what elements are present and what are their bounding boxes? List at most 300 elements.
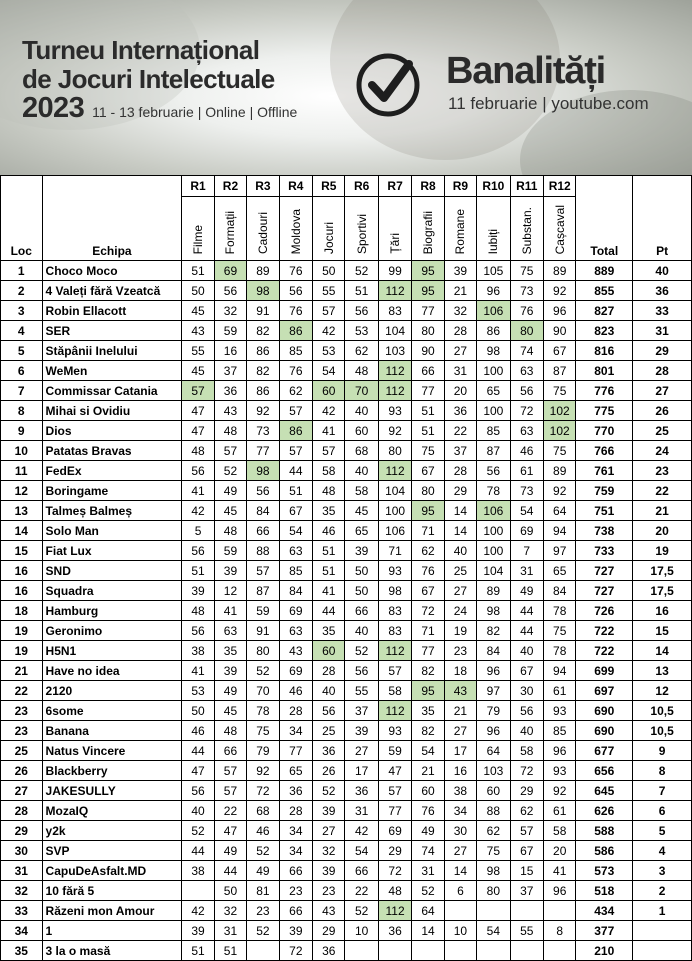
score-cell: 43 [313,901,345,921]
score-cell: 63 [279,541,312,561]
score-cell: 100 [477,521,510,541]
score-cell: 30 [444,821,476,841]
points-cell: 10,5 [633,721,692,741]
header-category [345,197,378,261]
score-cell: 52 [247,921,279,941]
score-cell [412,941,444,961]
score-cell: 39 [214,661,246,681]
score-cell: 16 [214,341,246,361]
score-cell: 92 [543,281,575,301]
banner [0,0,692,175]
score-cell: 63 [510,361,543,381]
score-cell: 14 [412,921,444,941]
header-round: R8 [412,176,444,197]
points-cell: 25 [633,421,692,441]
score-cell: 20 [543,841,575,861]
header-loc: Loc [1,176,43,261]
score-cell: 48 [214,721,246,741]
total-cell: 823 [576,321,633,341]
table-row [1,601,692,621]
score-cell: 49 [214,681,246,701]
header-category [543,197,575,261]
score-cell: 52 [345,261,378,281]
score-cell: 76 [510,301,543,321]
header-round: R5 [313,176,345,197]
score-cell: 34 [444,801,476,821]
score-cell: 77 [247,441,279,461]
score-cell: 5 [182,521,214,541]
score-cell: 41 [313,581,345,601]
score-cell: 78 [543,601,575,621]
category-label: Biografii [421,210,435,254]
table-row [1,341,692,361]
score-cell: 15 [510,861,543,881]
score-cell: 49 [510,581,543,601]
score-cell: 44 [214,861,246,881]
category-label: Sportivi [354,213,369,254]
team-name-cell: Blackberry [42,761,182,781]
score-cell: 84 [247,501,279,521]
score-cell: 60 [313,381,345,401]
score-cell: 36 [313,941,345,961]
score-cell: 44 [313,601,345,621]
total-cell: 726 [576,601,633,621]
category-label: Substan. [519,206,534,254]
table-row [1,441,692,461]
score-cell: 60 [313,641,345,661]
score-cell [543,901,575,921]
score-cell: 85 [477,421,510,441]
score-cell: 98 [477,861,510,881]
score-cell: 50 [345,561,378,581]
table-row [1,561,692,581]
score-cell: 75 [543,621,575,641]
score-cell: 36 [214,381,246,401]
score-cell: 82 [412,721,444,741]
score-cell: 57 [279,401,312,421]
score-cell: 112 [378,641,411,661]
category-label: Cașcaval [552,204,567,254]
score-cell: 52 [412,881,444,901]
header-round: R1 [182,176,214,197]
score-cell: 57 [510,821,543,841]
score-cell: 106 [378,521,411,541]
total-cell: 722 [576,621,633,641]
rank-cell: 1 [1,261,43,281]
table-row [1,661,692,681]
total-cell: 699 [576,661,633,681]
rank-cell: 12 [1,481,43,501]
category-label: Filme [191,224,206,254]
points-cell: 22 [633,481,692,501]
score-cell: 42 [313,321,345,341]
score-cell: 112 [378,381,411,401]
score-cell: 45 [214,501,246,521]
total-cell: 776 [576,381,633,401]
score-cell: 56 [345,301,378,321]
score-cell: 50 [214,881,246,901]
team-name-cell: Have no idea [42,661,182,681]
score-cell: 90 [412,341,444,361]
header-category [378,197,411,261]
team-name-cell: FedEx [42,461,182,481]
score-cell: 32 [214,301,246,321]
total-cell: 656 [576,761,633,781]
score-cell: 42 [345,821,378,841]
score-cell: 89 [543,261,575,281]
score-cell: 35 [412,701,444,721]
rank-cell: 13 [1,501,43,521]
table-row [1,741,692,761]
total-cell: 573 [576,861,633,881]
score-cell: 103 [477,761,510,781]
score-cell: 48 [345,361,378,381]
points-cell: 21 [633,501,692,521]
score-cell: 39 [279,921,312,941]
team-name-cell: Fiat Lux [42,541,182,561]
team-name-cell: Squadra [42,581,182,601]
score-cell: 43 [279,641,312,661]
score-cell: 43 [214,401,246,421]
team-name-cell: Mihai si Ovidiu [42,401,182,421]
score-cell: 64 [477,741,510,761]
score-cell: 48 [182,601,214,621]
score-cell: 77 [412,301,444,321]
score-cell: 56 [345,661,378,681]
score-cell: 81 [247,881,279,901]
total-cell: 801 [576,361,633,381]
score-cell: 50 [182,281,214,301]
score-cell: 79 [477,701,510,721]
rank-cell: 2 [1,281,43,301]
checkmark-circle-icon [355,52,421,118]
brand-name: Banalități [446,50,606,92]
team-name-cell: Răzeni mon Amour [42,901,182,921]
title-dates: 11 - 13 februarie | Online | Offline [92,104,298,120]
header-total: Total [576,176,633,261]
score-cell: 48 [214,421,246,441]
title-line-1: Turneu Internațional [22,35,260,65]
score-cell: 50 [313,261,345,281]
score-cell: 91 [247,621,279,641]
score-cell: 49 [214,841,246,861]
team-name-cell: Choco Moco [42,261,182,281]
rank-cell: 16 [1,561,43,581]
category-label: Iubiți [486,228,501,254]
score-cell: 35 [313,501,345,521]
points-cell: 7 [633,781,692,801]
score-cell: 93 [378,721,411,741]
score-cell: 98 [477,601,510,621]
score-cell: 47 [378,761,411,781]
rank-cell: 14 [1,521,43,541]
total-cell: 855 [576,281,633,301]
score-cell: 35 [214,641,246,661]
score-cell: 46 [182,721,214,741]
score-cell: 21 [412,761,444,781]
rank-cell: 21 [1,661,43,681]
score-cell: 71 [378,541,411,561]
score-cell: 44 [182,841,214,861]
score-cell [510,901,543,921]
score-cell: 52 [247,661,279,681]
rank-cell: 27 [1,781,43,801]
score-cell: 72 [378,861,411,881]
score-cell: 58 [313,461,345,481]
score-cell: 45 [214,701,246,721]
table-row [1,761,692,781]
score-cell: 44 [279,461,312,481]
score-cell: 27 [345,741,378,761]
score-cell: 46 [313,521,345,541]
score-cell: 56 [510,381,543,401]
score-cell: 53 [345,321,378,341]
score-cell: 83 [378,621,411,641]
score-cell: 59 [214,541,246,561]
score-cell [543,941,575,961]
score-cell: 56 [313,701,345,721]
team-name-cell: MozaIQ [42,801,182,821]
header-round: R4 [279,176,312,197]
points-cell: 5 [633,821,692,841]
score-cell: 62 [412,541,444,561]
score-cell: 32 [444,301,476,321]
score-cell [182,881,214,901]
table-row [1,721,692,741]
total-cell: 733 [576,541,633,561]
score-cell: 78 [543,641,575,661]
header-round: R6 [345,176,378,197]
points-cell: 2 [633,881,692,901]
score-cell: 85 [279,341,312,361]
score-cell: 79 [247,741,279,761]
score-cell: 20 [444,381,476,401]
score-cell: 36 [378,921,411,941]
score-cell: 39 [313,861,345,881]
rank-cell: 19 [1,621,43,641]
team-name-cell: Stăpânii Inelului [42,341,182,361]
score-cell: 68 [247,801,279,821]
rank-cell: 22 [1,681,43,701]
header-category [247,197,279,261]
header-round: R9 [444,176,476,197]
points-cell: 20 [633,521,692,541]
score-cell: 31 [444,361,476,381]
score-cell: 83 [378,601,411,621]
table-row [1,281,692,301]
score-cell: 29 [378,841,411,861]
team-name-cell: SER [42,321,182,341]
total-cell: 775 [576,401,633,421]
score-cell: 72 [510,761,543,781]
score-cell: 49 [412,821,444,841]
points-cell: 17,5 [633,561,692,581]
score-cell [444,901,476,921]
score-cell: 77 [412,641,444,661]
score-cell: 106 [477,301,510,321]
score-cell: 95 [412,501,444,521]
score-cell: 40 [345,621,378,641]
score-cell: 40 [444,541,476,561]
points-cell: 8 [633,761,692,781]
header-round: R12 [543,176,575,197]
score-cell: 76 [279,261,312,281]
score-cell: 31 [345,801,378,821]
score-cell: 40 [345,461,378,481]
table-row [1,481,692,501]
score-cell: 6 [444,881,476,901]
score-cell: 87 [477,441,510,461]
score-cell: 48 [182,441,214,461]
score-cell: 57 [214,441,246,461]
score-cell: 66 [345,861,378,881]
score-cell: 93 [543,761,575,781]
score-cell: 82 [477,621,510,641]
score-cell: 40 [313,681,345,701]
score-cell: 27 [444,721,476,741]
points-cell: 10,5 [633,701,692,721]
points-cell: 4 [633,841,692,861]
score-cell: 51 [313,541,345,561]
total-cell: 761 [576,461,633,481]
team-name-cell: WeMen [42,361,182,381]
score-cell: 48 [214,521,246,541]
score-cell: 29 [444,481,476,501]
score-cell: 96 [477,281,510,301]
score-cell: 80 [412,321,444,341]
table-row [1,541,692,561]
score-cell: 56 [247,481,279,501]
score-cell: 59 [214,321,246,341]
header-round: R7 [378,176,411,197]
total-cell: 434 [576,901,633,921]
score-cell: 82 [412,661,444,681]
score-cell: 59 [378,741,411,761]
score-cell: 51 [412,421,444,441]
score-cell: 57 [378,781,411,801]
score-cell: 48 [378,881,411,901]
score-cell: 51 [345,281,378,301]
score-cell: 104 [378,481,411,501]
score-cell: 69 [279,661,312,681]
table-body [1,261,692,961]
score-cell: 55 [182,341,214,361]
points-cell [633,921,692,941]
rank-cell: 31 [1,861,43,881]
score-cell: 8 [543,921,575,941]
table-header [1,176,692,261]
score-cell: 56 [182,461,214,481]
score-cell: 89 [247,261,279,281]
score-cell: 10 [345,921,378,941]
score-cell: 95 [412,681,444,701]
score-cell: 80 [247,641,279,661]
score-cell: 76 [279,301,312,321]
score-cell [477,901,510,921]
score-cell: 17 [444,741,476,761]
score-cell: 67 [412,461,444,481]
score-cell: 106 [477,501,510,521]
total-cell: 690 [576,721,633,741]
score-cell: 30 [510,681,543,701]
score-cell: 60 [412,781,444,801]
points-cell: 6 [633,801,692,821]
score-cell: 59 [247,601,279,621]
score-cell: 80 [510,321,543,341]
rank-cell: 18 [1,601,43,621]
score-cell: 25 [444,561,476,581]
rank-cell: 10 [1,441,43,461]
team-name-cell: Talmeș Balmeș [42,501,182,521]
score-cell: 77 [412,381,444,401]
score-cell: 41 [182,661,214,681]
score-cell: 93 [378,561,411,581]
score-cell: 23 [247,901,279,921]
score-cell: 69 [378,821,411,841]
header-round: R3 [247,176,279,197]
score-cell: 31 [214,921,246,941]
header-points: Pt [633,176,692,261]
score-cell: 46 [247,821,279,841]
score-cell: 72 [510,401,543,421]
score-cell: 100 [477,541,510,561]
score-cell: 62 [345,341,378,361]
score-cell: 58 [378,681,411,701]
score-cell: 28 [279,801,312,821]
team-name-cell: 4 Valeți fără Vzeatcă [42,281,182,301]
score-cell: 56 [182,621,214,641]
total-cell: 626 [576,801,633,821]
score-cell: 96 [543,301,575,321]
table-row [1,701,692,721]
points-cell: 31 [633,321,692,341]
score-cell: 83 [378,301,411,321]
category-label: Cadouri [255,211,270,254]
score-cell: 96 [543,741,575,761]
score-cell: 12 [214,581,246,601]
points-cell: 3 [633,861,692,881]
score-cell [378,941,411,961]
score-cell: 65 [543,561,575,581]
total-cell: 738 [576,521,633,541]
rank-cell: 5 [1,341,43,361]
score-cell: 58 [345,481,378,501]
points-cell: 29 [633,341,692,361]
header-category [444,197,476,261]
score-cell: 54 [477,921,510,941]
score-cell: 36 [279,781,312,801]
score-cell: 94 [543,661,575,681]
score-cell: 37 [444,441,476,461]
score-cell [477,941,510,961]
score-cell: 55 [345,681,378,701]
total-cell: 816 [576,341,633,361]
header-category [214,197,246,261]
score-cell: 56 [182,541,214,561]
total-cell: 722 [576,641,633,661]
category-label: Jocuri [321,221,336,254]
score-cell: 92 [543,781,575,801]
score-cell: 29 [510,781,543,801]
score-cell: 28 [444,461,476,481]
score-cell: 22 [345,881,378,901]
score-cell: 62 [510,801,543,821]
score-cell: 24 [444,601,476,621]
score-cell: 96 [477,661,510,681]
table-row [1,801,692,821]
team-name-cell: 6some [42,701,182,721]
team-name-cell: CapuDeAsfalt.MD [42,861,182,881]
